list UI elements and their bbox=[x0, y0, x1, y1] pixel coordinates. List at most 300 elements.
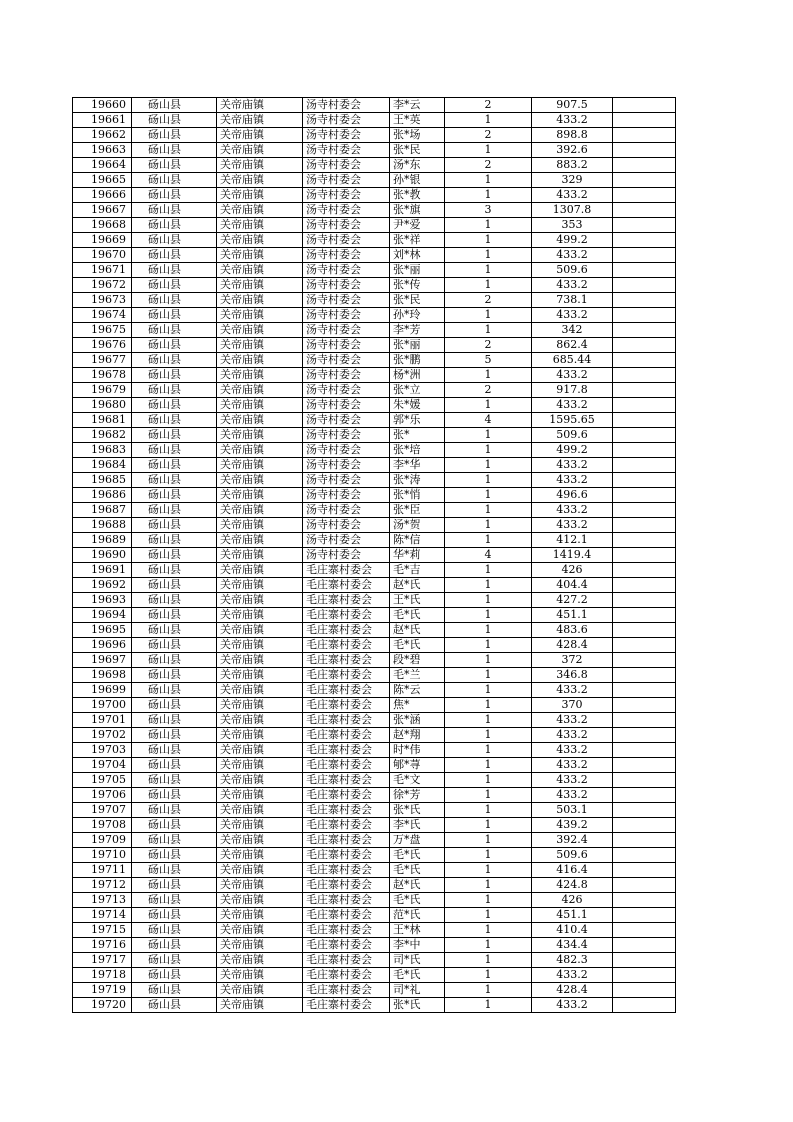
county-cell: 砀山县 bbox=[132, 458, 217, 473]
name-cell: 赵*氏 bbox=[390, 623, 445, 638]
table-row bbox=[73, 923, 676, 938]
amount-cell: 433.2 bbox=[532, 728, 613, 743]
household-count-cell: 1 bbox=[445, 833, 532, 848]
table-row bbox=[73, 848, 676, 863]
table-row bbox=[73, 653, 676, 668]
remark-cell bbox=[613, 473, 676, 488]
remark-cell bbox=[613, 503, 676, 518]
village-cell: 汤寺村委会 bbox=[303, 278, 390, 293]
village-cell: 汤寺村委会 bbox=[303, 308, 390, 323]
name-cell: 赵*翔 bbox=[390, 728, 445, 743]
village-cell: 汤寺村委会 bbox=[303, 158, 390, 173]
remark-cell bbox=[613, 488, 676, 503]
record-id-cell: 19677 bbox=[73, 353, 132, 368]
amount-cell: 483.6 bbox=[532, 623, 613, 638]
record-id-cell: 19716 bbox=[73, 938, 132, 953]
table-row bbox=[73, 938, 676, 953]
amount-cell: 883.2 bbox=[532, 158, 613, 173]
village-cell: 毛庄寨村委会 bbox=[303, 863, 390, 878]
amount-cell: 503.1 bbox=[532, 803, 613, 818]
county-cell: 砀山县 bbox=[132, 203, 217, 218]
town-cell: 关帝庙镇 bbox=[217, 863, 303, 878]
remark-cell bbox=[613, 818, 676, 833]
town-cell: 关帝庙镇 bbox=[217, 218, 303, 233]
name-cell: 张*旗 bbox=[390, 203, 445, 218]
name-cell: 焦* bbox=[390, 698, 445, 713]
county-cell: 砀山县 bbox=[132, 188, 217, 203]
village-cell: 毛庄寨村委会 bbox=[303, 833, 390, 848]
name-cell: 张*氏 bbox=[390, 803, 445, 818]
record-id-cell: 19720 bbox=[73, 998, 132, 1013]
table-row bbox=[73, 173, 676, 188]
record-id-cell: 19704 bbox=[73, 758, 132, 773]
town-cell: 关帝庙镇 bbox=[217, 953, 303, 968]
town-cell: 关帝庙镇 bbox=[217, 158, 303, 173]
name-cell: 毛*氏 bbox=[390, 968, 445, 983]
remark-cell bbox=[613, 893, 676, 908]
name-cell: 孙*玲 bbox=[390, 308, 445, 323]
name-cell: 王*氏 bbox=[390, 593, 445, 608]
table-row bbox=[73, 833, 676, 848]
table-row bbox=[73, 353, 676, 368]
name-cell: 李*氏 bbox=[390, 818, 445, 833]
name-cell: 毛*兰 bbox=[390, 668, 445, 683]
name-cell: 张*鹏 bbox=[390, 353, 445, 368]
remark-cell bbox=[613, 758, 676, 773]
table-row bbox=[73, 998, 676, 1013]
remark-cell bbox=[613, 833, 676, 848]
amount-cell: 392.6 bbox=[532, 143, 613, 158]
village-cell: 汤寺村委会 bbox=[303, 233, 390, 248]
village-cell: 毛庄寨村委会 bbox=[303, 608, 390, 623]
remark-cell bbox=[613, 533, 676, 548]
amount-cell: 329 bbox=[532, 173, 613, 188]
remark-cell bbox=[613, 698, 676, 713]
household-count-cell: 1 bbox=[445, 953, 532, 968]
county-cell: 砀山县 bbox=[132, 548, 217, 563]
town-cell: 关帝庙镇 bbox=[217, 563, 303, 578]
table-row bbox=[73, 413, 676, 428]
remark-cell bbox=[613, 848, 676, 863]
record-id-cell: 19678 bbox=[73, 368, 132, 383]
table-row bbox=[73, 263, 676, 278]
table-row bbox=[73, 473, 676, 488]
amount-cell: 426 bbox=[532, 893, 613, 908]
household-count-cell: 1 bbox=[445, 533, 532, 548]
town-cell: 关帝庙镇 bbox=[217, 653, 303, 668]
village-cell: 汤寺村委会 bbox=[303, 368, 390, 383]
village-cell: 毛庄寨村委会 bbox=[303, 728, 390, 743]
table-row bbox=[73, 953, 676, 968]
name-cell: 张*教 bbox=[390, 188, 445, 203]
county-cell: 砀山县 bbox=[132, 218, 217, 233]
household-count-cell: 1 bbox=[445, 218, 532, 233]
village-cell: 毛庄寨村委会 bbox=[303, 803, 390, 818]
household-count-cell: 1 bbox=[445, 308, 532, 323]
village-cell: 毛庄寨村委会 bbox=[303, 758, 390, 773]
record-id-cell: 19661 bbox=[73, 113, 132, 128]
record-id-cell: 19719 bbox=[73, 983, 132, 998]
town-cell: 关帝庙镇 bbox=[217, 488, 303, 503]
county-cell: 砀山县 bbox=[132, 743, 217, 758]
name-cell: 张*传 bbox=[390, 278, 445, 293]
table-row bbox=[73, 818, 676, 833]
town-cell: 关帝庙镇 bbox=[217, 593, 303, 608]
name-cell: 张*涛 bbox=[390, 473, 445, 488]
village-cell: 汤寺村委会 bbox=[303, 338, 390, 353]
household-count-cell: 1 bbox=[445, 473, 532, 488]
amount-cell: 1595.65 bbox=[532, 413, 613, 428]
county-cell: 砀山县 bbox=[132, 98, 217, 113]
county-cell: 砀山县 bbox=[132, 713, 217, 728]
village-cell: 毛庄寨村委会 bbox=[303, 593, 390, 608]
county-cell: 砀山县 bbox=[132, 803, 217, 818]
village-cell: 毛庄寨村委会 bbox=[303, 953, 390, 968]
amount-cell: 433.2 bbox=[532, 968, 613, 983]
record-id-cell: 19691 bbox=[73, 563, 132, 578]
town-cell: 关帝庙镇 bbox=[217, 98, 303, 113]
household-count-cell: 1 bbox=[445, 143, 532, 158]
household-count-cell: 1 bbox=[445, 323, 532, 338]
town-cell: 关帝庙镇 bbox=[217, 278, 303, 293]
town-cell: 关帝庙镇 bbox=[217, 578, 303, 593]
record-id-cell: 19700 bbox=[73, 698, 132, 713]
county-cell: 砀山县 bbox=[132, 938, 217, 953]
name-cell: 朱*媛 bbox=[390, 398, 445, 413]
remark-cell bbox=[613, 608, 676, 623]
remark-cell bbox=[613, 278, 676, 293]
household-count-cell: 1 bbox=[445, 188, 532, 203]
county-cell: 砀山县 bbox=[132, 533, 217, 548]
town-cell: 关帝庙镇 bbox=[217, 113, 303, 128]
county-cell: 砀山县 bbox=[132, 623, 217, 638]
remark-cell bbox=[613, 563, 676, 578]
remark-cell bbox=[613, 728, 676, 743]
record-id-cell: 19699 bbox=[73, 683, 132, 698]
record-id-cell: 19694 bbox=[73, 608, 132, 623]
village-cell: 毛庄寨村委会 bbox=[303, 788, 390, 803]
county-cell: 砀山县 bbox=[132, 683, 217, 698]
remark-cell bbox=[613, 203, 676, 218]
town-cell: 关帝庙镇 bbox=[217, 713, 303, 728]
household-count-cell: 1 bbox=[445, 233, 532, 248]
name-cell: 张*场 bbox=[390, 128, 445, 143]
household-count-cell: 1 bbox=[445, 458, 532, 473]
record-id-cell: 19675 bbox=[73, 323, 132, 338]
record-id-cell: 19664 bbox=[73, 158, 132, 173]
record-id-cell: 19662 bbox=[73, 128, 132, 143]
amount-cell: 439.2 bbox=[532, 818, 613, 833]
table-row bbox=[73, 308, 676, 323]
county-cell: 砀山县 bbox=[132, 443, 217, 458]
record-id-cell: 19706 bbox=[73, 788, 132, 803]
name-cell: 张*悄 bbox=[390, 488, 445, 503]
household-count-cell: 1 bbox=[445, 173, 532, 188]
county-cell: 砀山县 bbox=[132, 998, 217, 1013]
remark-cell bbox=[613, 248, 676, 263]
household-count-cell: 2 bbox=[445, 338, 532, 353]
household-count-cell: 1 bbox=[445, 773, 532, 788]
remark-cell bbox=[613, 143, 676, 158]
town-cell: 关帝庙镇 bbox=[217, 458, 303, 473]
record-id-cell: 19669 bbox=[73, 233, 132, 248]
name-cell: 华*莉 bbox=[390, 548, 445, 563]
village-cell: 毛庄寨村委会 bbox=[303, 848, 390, 863]
county-cell: 砀山县 bbox=[132, 893, 217, 908]
table-row bbox=[73, 338, 676, 353]
town-cell: 关帝庙镇 bbox=[217, 308, 303, 323]
amount-cell: 433.2 bbox=[532, 278, 613, 293]
record-id-cell: 19714 bbox=[73, 908, 132, 923]
remark-cell bbox=[613, 668, 676, 683]
village-cell: 汤寺村委会 bbox=[303, 353, 390, 368]
record-id-cell: 19679 bbox=[73, 383, 132, 398]
amount-cell: 412.1 bbox=[532, 533, 613, 548]
town-cell: 关帝庙镇 bbox=[217, 743, 303, 758]
household-count-cell: 1 bbox=[445, 668, 532, 683]
amount-cell: 1307.8 bbox=[532, 203, 613, 218]
remark-cell bbox=[613, 548, 676, 563]
household-count-cell: 1 bbox=[445, 968, 532, 983]
amount-cell: 862.4 bbox=[532, 338, 613, 353]
village-cell: 汤寺村委会 bbox=[303, 293, 390, 308]
village-cell: 汤寺村委会 bbox=[303, 218, 390, 233]
record-id-cell: 19696 bbox=[73, 638, 132, 653]
name-cell: 王*英 bbox=[390, 113, 445, 128]
town-cell: 关帝庙镇 bbox=[217, 443, 303, 458]
table-row bbox=[73, 563, 676, 578]
amount-cell: 410.4 bbox=[532, 923, 613, 938]
name-cell: 时*伟 bbox=[390, 743, 445, 758]
remark-cell bbox=[613, 308, 676, 323]
record-id-cell: 19681 bbox=[73, 413, 132, 428]
amount-cell: 424.8 bbox=[532, 878, 613, 893]
record-id-cell: 19705 bbox=[73, 773, 132, 788]
remark-cell bbox=[613, 863, 676, 878]
village-cell: 毛庄寨村委会 bbox=[303, 938, 390, 953]
county-cell: 砀山县 bbox=[132, 818, 217, 833]
table-row bbox=[73, 503, 676, 518]
amount-cell: 738.1 bbox=[532, 293, 613, 308]
amount-cell: 685.44 bbox=[532, 353, 613, 368]
village-cell: 汤寺村委会 bbox=[303, 143, 390, 158]
amount-cell: 451.1 bbox=[532, 908, 613, 923]
county-cell: 砀山县 bbox=[132, 608, 217, 623]
household-count-cell: 1 bbox=[445, 698, 532, 713]
household-count-cell: 3 bbox=[445, 203, 532, 218]
table-row bbox=[73, 383, 676, 398]
table-row bbox=[73, 398, 676, 413]
name-cell: 赵*氏 bbox=[390, 878, 445, 893]
remark-cell bbox=[613, 998, 676, 1013]
town-cell: 关帝庙镇 bbox=[217, 173, 303, 188]
village-cell: 汤寺村委会 bbox=[303, 533, 390, 548]
household-count-cell: 1 bbox=[445, 563, 532, 578]
county-cell: 砀山县 bbox=[132, 878, 217, 893]
remark-cell bbox=[613, 368, 676, 383]
town-cell: 关帝庙镇 bbox=[217, 833, 303, 848]
table-row bbox=[73, 428, 676, 443]
amount-cell: 433.2 bbox=[532, 743, 613, 758]
village-cell: 汤寺村委会 bbox=[303, 98, 390, 113]
remark-cell bbox=[613, 233, 676, 248]
remark-cell bbox=[613, 293, 676, 308]
remark-cell bbox=[613, 638, 676, 653]
town-cell: 关帝庙镇 bbox=[217, 968, 303, 983]
record-id-cell: 19665 bbox=[73, 173, 132, 188]
village-cell: 汤寺村委会 bbox=[303, 473, 390, 488]
record-id-cell: 19673 bbox=[73, 293, 132, 308]
county-cell: 砀山县 bbox=[132, 383, 217, 398]
household-count-cell: 1 bbox=[445, 608, 532, 623]
amount-cell: 434.4 bbox=[532, 938, 613, 953]
county-cell: 砀山县 bbox=[132, 308, 217, 323]
county-cell: 砀山县 bbox=[132, 353, 217, 368]
village-cell: 毛庄寨村委会 bbox=[303, 998, 390, 1013]
county-cell: 砀山县 bbox=[132, 668, 217, 683]
remark-cell bbox=[613, 578, 676, 593]
county-cell: 砀山县 bbox=[132, 113, 217, 128]
table-row bbox=[73, 548, 676, 563]
record-id-cell: 19689 bbox=[73, 533, 132, 548]
village-cell: 毛庄寨村委会 bbox=[303, 983, 390, 998]
household-count-cell: 1 bbox=[445, 818, 532, 833]
village-cell: 毛庄寨村委会 bbox=[303, 818, 390, 833]
town-cell: 关帝庙镇 bbox=[217, 803, 303, 818]
name-cell: 赵*氏 bbox=[390, 578, 445, 593]
village-cell: 毛庄寨村委会 bbox=[303, 698, 390, 713]
table-row bbox=[73, 533, 676, 548]
amount-cell: 433.2 bbox=[532, 188, 613, 203]
household-count-cell: 1 bbox=[445, 263, 532, 278]
record-id-cell: 19684 bbox=[73, 458, 132, 473]
household-count-cell: 1 bbox=[445, 488, 532, 503]
name-cell: 杨*洲 bbox=[390, 368, 445, 383]
name-cell: 毛*氏 bbox=[390, 848, 445, 863]
name-cell: 孙*银 bbox=[390, 173, 445, 188]
county-cell: 砀山县 bbox=[132, 773, 217, 788]
county-cell: 砀山县 bbox=[132, 653, 217, 668]
remark-cell bbox=[613, 653, 676, 668]
town-cell: 关帝庙镇 bbox=[217, 878, 303, 893]
town-cell: 关帝庙镇 bbox=[217, 533, 303, 548]
village-cell: 毛庄寨村委会 bbox=[303, 893, 390, 908]
name-cell: 李*云 bbox=[390, 98, 445, 113]
table-row bbox=[73, 713, 676, 728]
town-cell: 关帝庙镇 bbox=[217, 938, 303, 953]
amount-cell: 433.2 bbox=[532, 683, 613, 698]
town-cell: 关帝庙镇 bbox=[217, 818, 303, 833]
amount-cell: 433.2 bbox=[532, 503, 613, 518]
county-cell: 砀山县 bbox=[132, 518, 217, 533]
record-id-cell: 19671 bbox=[73, 263, 132, 278]
household-count-cell: 1 bbox=[445, 848, 532, 863]
table-row bbox=[73, 113, 676, 128]
name-cell: 张*丽 bbox=[390, 263, 445, 278]
remark-cell bbox=[613, 983, 676, 998]
table-row bbox=[73, 608, 676, 623]
remark-cell bbox=[613, 458, 676, 473]
remark-cell bbox=[613, 878, 676, 893]
county-cell: 砀山县 bbox=[132, 833, 217, 848]
remark-cell bbox=[613, 338, 676, 353]
amount-cell: 433.2 bbox=[532, 713, 613, 728]
household-count-cell: 2 bbox=[445, 128, 532, 143]
household-count-cell: 1 bbox=[445, 998, 532, 1013]
record-id-cell: 19668 bbox=[73, 218, 132, 233]
name-cell: 李*华 bbox=[390, 458, 445, 473]
record-id-cell: 19666 bbox=[73, 188, 132, 203]
village-cell: 汤寺村委会 bbox=[303, 413, 390, 428]
county-cell: 砀山县 bbox=[132, 923, 217, 938]
town-cell: 关帝庙镇 bbox=[217, 413, 303, 428]
village-cell: 汤寺村委会 bbox=[303, 518, 390, 533]
household-count-cell: 1 bbox=[445, 638, 532, 653]
amount-cell: 433.2 bbox=[532, 458, 613, 473]
record-id-cell: 19708 bbox=[73, 818, 132, 833]
county-cell: 砀山县 bbox=[132, 488, 217, 503]
village-cell: 汤寺村委会 bbox=[303, 428, 390, 443]
household-count-cell: 1 bbox=[445, 278, 532, 293]
name-cell: 汤*贺 bbox=[390, 518, 445, 533]
name-cell: 万*盘 bbox=[390, 833, 445, 848]
household-count-cell: 1 bbox=[445, 578, 532, 593]
amount-cell: 392.4 bbox=[532, 833, 613, 848]
county-cell: 砀山县 bbox=[132, 563, 217, 578]
table-row bbox=[73, 143, 676, 158]
county-cell: 砀山县 bbox=[132, 983, 217, 998]
county-cell: 砀山县 bbox=[132, 593, 217, 608]
town-cell: 关帝庙镇 bbox=[217, 128, 303, 143]
table-row bbox=[73, 878, 676, 893]
household-count-cell: 1 bbox=[445, 893, 532, 908]
record-id-cell: 19667 bbox=[73, 203, 132, 218]
household-count-cell: 1 bbox=[445, 923, 532, 938]
county-cell: 砀山县 bbox=[132, 638, 217, 653]
town-cell: 关帝庙镇 bbox=[217, 248, 303, 263]
remark-cell bbox=[613, 263, 676, 278]
remark-cell bbox=[613, 518, 676, 533]
household-count-cell: 1 bbox=[445, 443, 532, 458]
table-row bbox=[73, 788, 676, 803]
record-id-cell: 19717 bbox=[73, 953, 132, 968]
table-row bbox=[73, 98, 676, 113]
remark-cell bbox=[613, 398, 676, 413]
table-row bbox=[73, 593, 676, 608]
village-cell: 毛庄寨村委会 bbox=[303, 908, 390, 923]
county-cell: 砀山县 bbox=[132, 788, 217, 803]
remark-cell bbox=[613, 683, 676, 698]
household-count-cell: 4 bbox=[445, 413, 532, 428]
county-cell: 砀山县 bbox=[132, 503, 217, 518]
record-id-cell: 19674 bbox=[73, 308, 132, 323]
village-cell: 汤寺村委会 bbox=[303, 383, 390, 398]
name-cell: 郇*荨 bbox=[390, 758, 445, 773]
town-cell: 关帝庙镇 bbox=[217, 518, 303, 533]
record-id-cell: 19713 bbox=[73, 893, 132, 908]
county-cell: 砀山县 bbox=[132, 728, 217, 743]
village-cell: 汤寺村委会 bbox=[303, 263, 390, 278]
name-cell: 李*芳 bbox=[390, 323, 445, 338]
village-cell: 汤寺村委会 bbox=[303, 503, 390, 518]
name-cell: 汤*东 bbox=[390, 158, 445, 173]
record-id-cell: 19680 bbox=[73, 398, 132, 413]
amount-cell: 898.8 bbox=[532, 128, 613, 143]
record-id-cell: 19690 bbox=[73, 548, 132, 563]
village-cell: 毛庄寨村委会 bbox=[303, 743, 390, 758]
record-id-cell: 19703 bbox=[73, 743, 132, 758]
county-cell: 砀山县 bbox=[132, 428, 217, 443]
